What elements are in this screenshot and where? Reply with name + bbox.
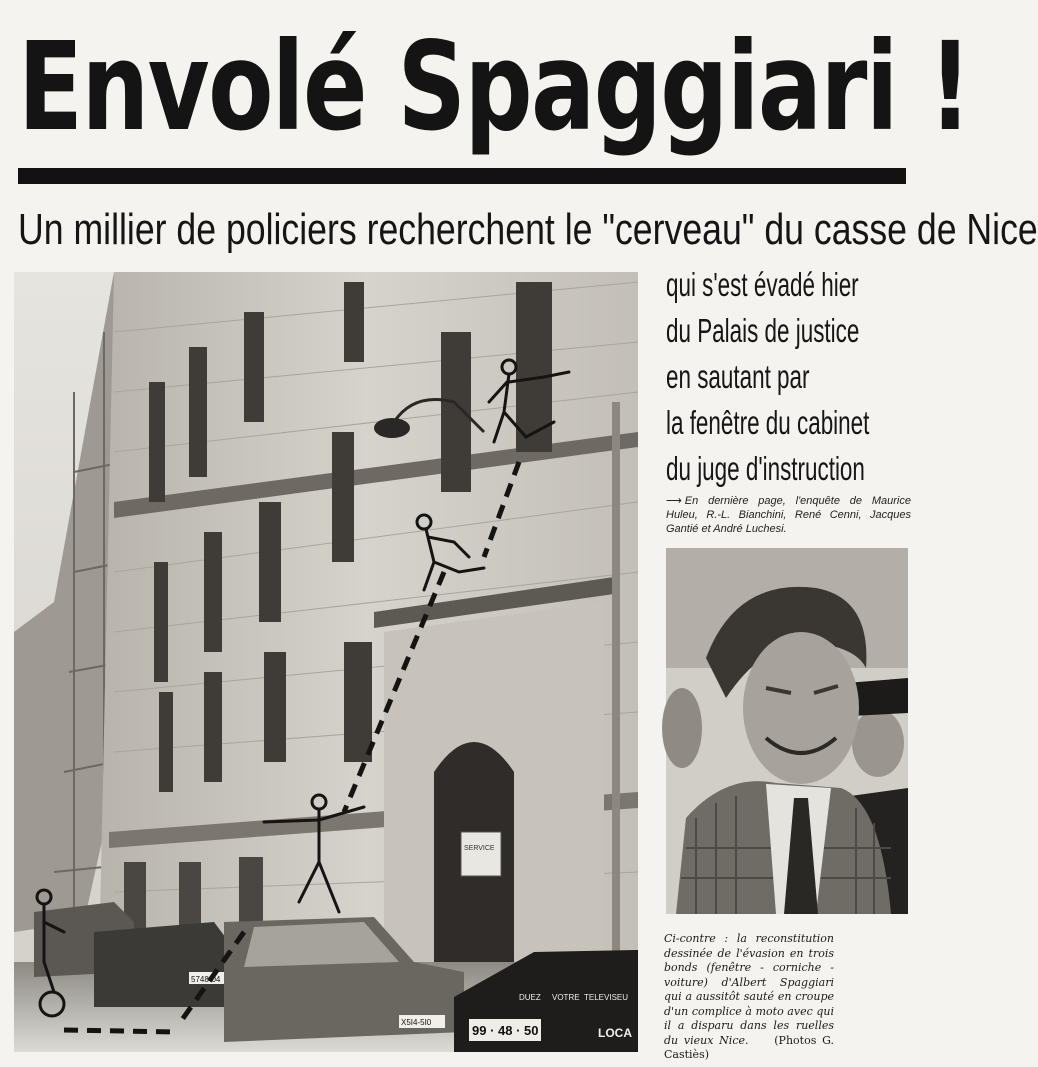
last-page-reference (666, 494, 911, 536)
continuation-line: la fenêtre du cabinet (666, 404, 870, 441)
plate-right-text: 99 · 48 · 50 (472, 1023, 539, 1038)
arrow-icon: ⟶ (666, 495, 682, 507)
continuation-line: du Palais de justice (666, 312, 860, 349)
spaggiari-portrait-photo (666, 548, 908, 914)
subheadline: Un millier de policiers recherchent le "cerveau" du casse de Nice (18, 205, 1038, 254)
vehicle-text-3: TELEVISEU (584, 993, 629, 1002)
photo-caption (664, 932, 834, 1063)
door-sign-text: SERVICE (464, 845, 495, 852)
plate-left-text: 5748-04 (191, 975, 221, 984)
vehicle-text-1: DUEZ (519, 993, 541, 1002)
reference-text: En dernière page, l'enquête de Maurice Huleu, R.-L. Bianchini, René Cenni, Jacques Gantié et André Luchesi. (666, 495, 911, 535)
headline: Envolé Spaggiari ! (18, 16, 971, 158)
plate-center-text: X5I4-5I0 (401, 1018, 432, 1027)
vehicle-text-2: VOTRE (552, 993, 580, 1002)
continuation-line: en sautant par (666, 358, 810, 395)
caption-text: Ci-contre : la reconstitution dessinée de l'évasion en trois bonds (fenêtre - corniche - voiture) d'Albert Spaggiari qui a aussitôt sauté en croupe d'un complice à moto avec qui il a disparu dans les ruelles du vieux Nice. (664, 932, 834, 1047)
vehicle-text-4: LOCA (598, 1026, 632, 1040)
continuation-line: qui s'est évadé hier (666, 266, 859, 303)
headline-continuation (666, 262, 938, 492)
headline-rule (18, 168, 906, 184)
palais-de-justice-photo (14, 272, 638, 1052)
continuation-line: du juge d'instruction (666, 450, 865, 487)
photo-credit: (Photos G. Castiès) (664, 1033, 834, 1061)
